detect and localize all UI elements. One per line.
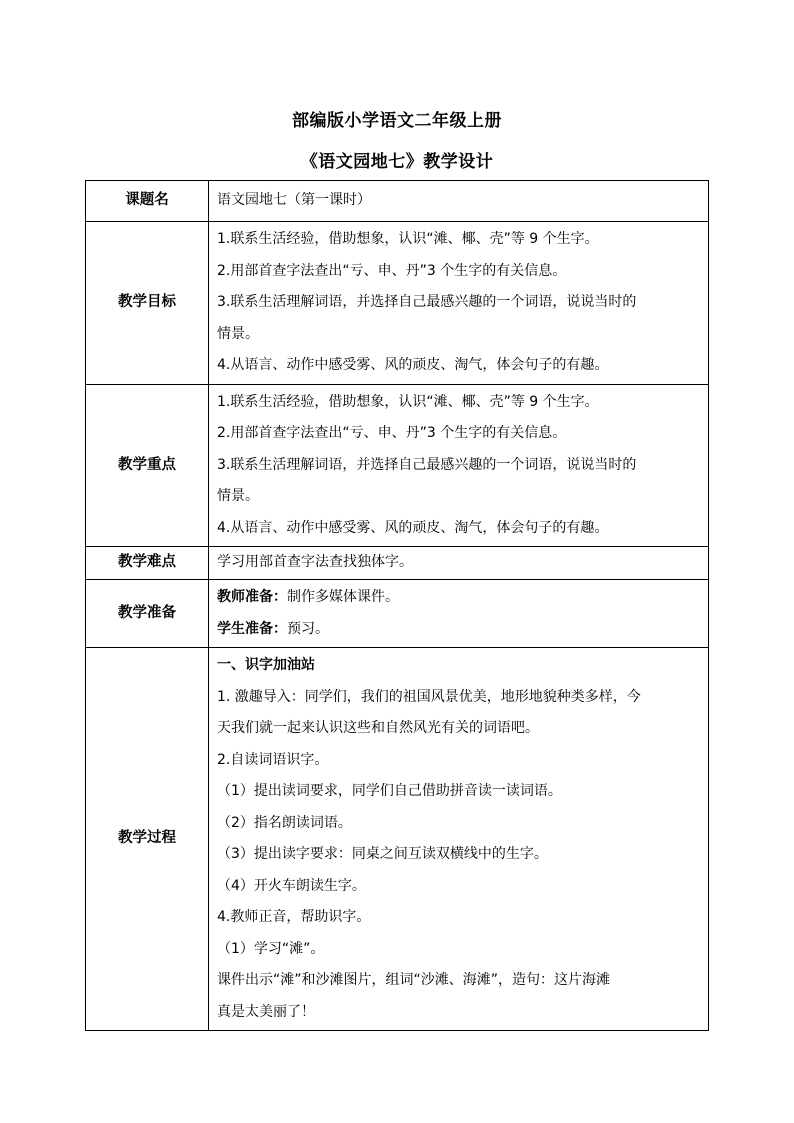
process-line: （4）开火车朗读生字。 [217,877,366,894]
prep-content [209,580,709,648]
goal-line: 2.用部首查字法查出“亏、申、丹”3 个生字的有关信息。 [217,262,567,279]
page-title: 部编版小学语文二年级上册 [292,111,502,131]
process-line: 2.自读词语识字。 [217,751,329,768]
row-label-process: 教学过程 [86,648,209,1031]
teacher-prep-value: 制作多媒体课件。 [287,589,399,605]
row-label-topic: 课题名 [86,181,209,222]
row-label-focus: 教学重点 [86,384,209,547]
process-line: 1. 激趣导入：同学们，我们的祖国风景优美，地形地貌种类多样，今 [217,688,641,705]
focus-line: 2.用部首查字法查出“亏、申、丹”3 个生字的有关信息。 [217,425,567,441]
process-line: 课件出示“滩”和沙滩图片，组词“沙滩、海滩”，造句：这片海滩 [217,972,611,988]
row-label-difficulty: 教学难点 [86,547,209,580]
process-line: （1）提出读词要求，同学们自己借助拼音读一读词语。 [217,783,562,799]
table-row-process [86,648,709,1031]
process-line: （2）指名朗读词语。 [217,814,352,831]
goal-line: 3.联系生活理解词语，并选择自己最感兴趣的一个词语，说说当时的 [217,294,637,310]
process-section-title: 一、识字加油站 [217,657,315,673]
student-prep-value: 预习。 [287,620,329,637]
student-prep-line [217,614,708,646]
student-prep-label: 学生准备： [217,620,287,637]
process-line: 4.教师正音，帮助识字。 [217,909,371,925]
lesson-title: 《语文园地七》教学设计 [300,152,494,172]
teacher-prep-label: 教师准备： [217,589,287,605]
table-row-prep [86,580,709,648]
row-label-prep: 教学准备 [86,580,209,648]
goal-line: 1.联系生活经验，借助想象，认识“滩、椰、壳”等 9 个生字。 [217,231,599,247]
process-line: （3）提出读字要求：同桌之间互读双横线中的生字。 [217,846,548,862]
goals-content [209,222,709,385]
process-line: 真是太美丽了！ [217,1003,315,1020]
focus-line: 4.从语言、动作中感受雾、风的顽皮、淘气，体会句子的有趣。 [217,519,609,536]
teacher-prep-line [217,582,708,614]
focus-line: 情景。 [217,488,259,504]
row-label-goals: 教学目标 [86,222,209,385]
difficulty-value: 学习用部首查字法查找独体字。 [209,547,709,580]
table-row-topic [86,181,709,222]
focus-line: 1.联系生活经验，借助想象，认识“滩、椰、壳”等 9 个生字。 [217,393,599,410]
goal-line: 4.从语言、动作中感受雾、风的顽皮、淘气，体会句子的有趣。 [217,357,609,373]
goal-line: 情景。 [217,325,259,342]
table-row-difficulty [86,547,709,580]
process-line: （1）学习“滩”。 [217,940,325,957]
topic-value: 语文园地七（第一课时） [209,181,709,222]
lesson-plan-table [85,180,709,1031]
focus-line: 3.联系生活理解词语，并选择自己最感兴趣的一个词语，说说当时的 [217,456,637,473]
process-line: 天我们就一起来认识这些和自然风光有关的词语吧。 [217,720,539,736]
table-row-focus [86,384,709,547]
process-content [209,648,709,1031]
table-row-goals [86,222,709,385]
focus-content [209,384,709,547]
